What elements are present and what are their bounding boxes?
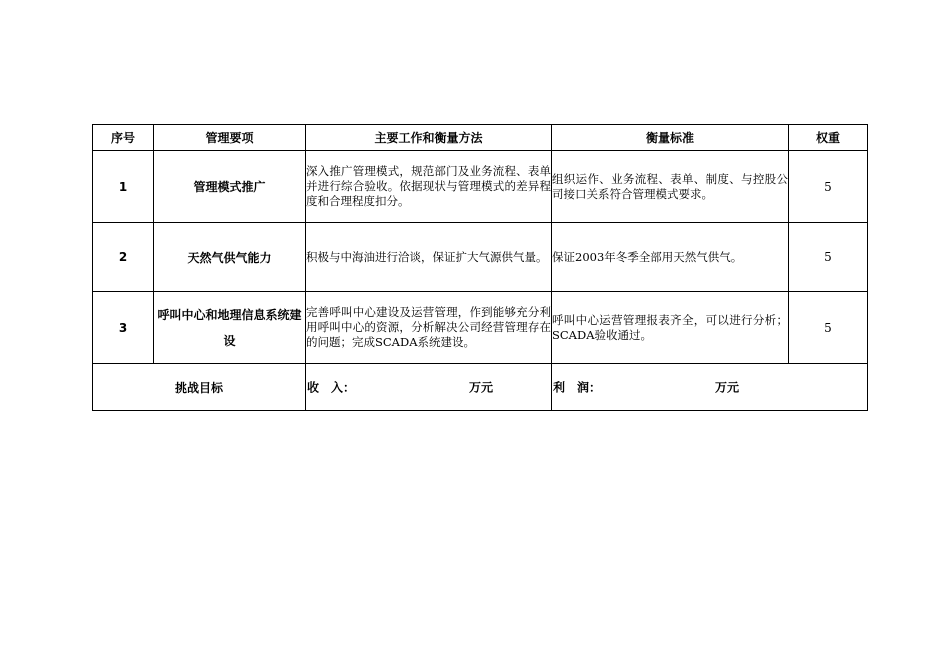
row-item: 管理模式推广 (154, 151, 306, 223)
profit-unit: 万元 (715, 380, 740, 395)
row-method: 完善呼叫中心建设及运营管理，作到能够充分利用呼叫中心的资源，分析解决公司经营管理存在的问题；完成SCADA系统建设。 (306, 292, 552, 364)
header-item: 管理要项 (154, 125, 306, 151)
row-method: 积极与中海油进行洽谈，保证扩大气源供气量。 (306, 223, 552, 292)
row-no: 2 (93, 223, 154, 292)
row-no: 3 (93, 292, 154, 364)
row-no: 1 (93, 151, 154, 223)
row-standard: 呼叫中心运营管理报表齐全，可以进行分析；SCADA验收通过。 (552, 292, 789, 364)
row-item: 天然气供气能力 (154, 223, 306, 292)
table-row (93, 223, 868, 292)
assessment-table (92, 124, 868, 411)
header-method: 主要工作和衡量方法 (306, 125, 552, 151)
challenge-target-label: 挑战目标 (93, 364, 306, 411)
row-standard: 组织运作、业务流程、表单、制度、与控股公司接口关系符合管理模式要求。 (552, 151, 789, 223)
row-weight: 5 (789, 292, 868, 364)
row-method: 深入推广管理模式，规范部门及业务流程、表单并进行综合验收。依据现状与管理模式的差异程度和合理程度扣分。 (306, 151, 552, 223)
challenge-target-row (93, 364, 868, 411)
profit-cell (552, 364, 868, 411)
income-label: 收 入： (307, 380, 356, 395)
table-row (93, 292, 868, 364)
income-unit: 万元 (469, 380, 494, 395)
row-standard: 保证2003年冬季全部用天然气供气。 (552, 223, 789, 292)
header-standard: 衡量标准 (552, 125, 789, 151)
income-cell (306, 364, 552, 411)
row-weight: 5 (789, 151, 868, 223)
row-weight: 5 (789, 223, 868, 292)
row-item: 呼叫中心和地理信息系统建设 (154, 292, 306, 364)
header-row (93, 125, 868, 151)
profit-label: 利 润： (553, 380, 602, 395)
header-weight: 权重 (789, 125, 868, 151)
header-no: 序号 (93, 125, 154, 151)
table-row (93, 151, 868, 223)
